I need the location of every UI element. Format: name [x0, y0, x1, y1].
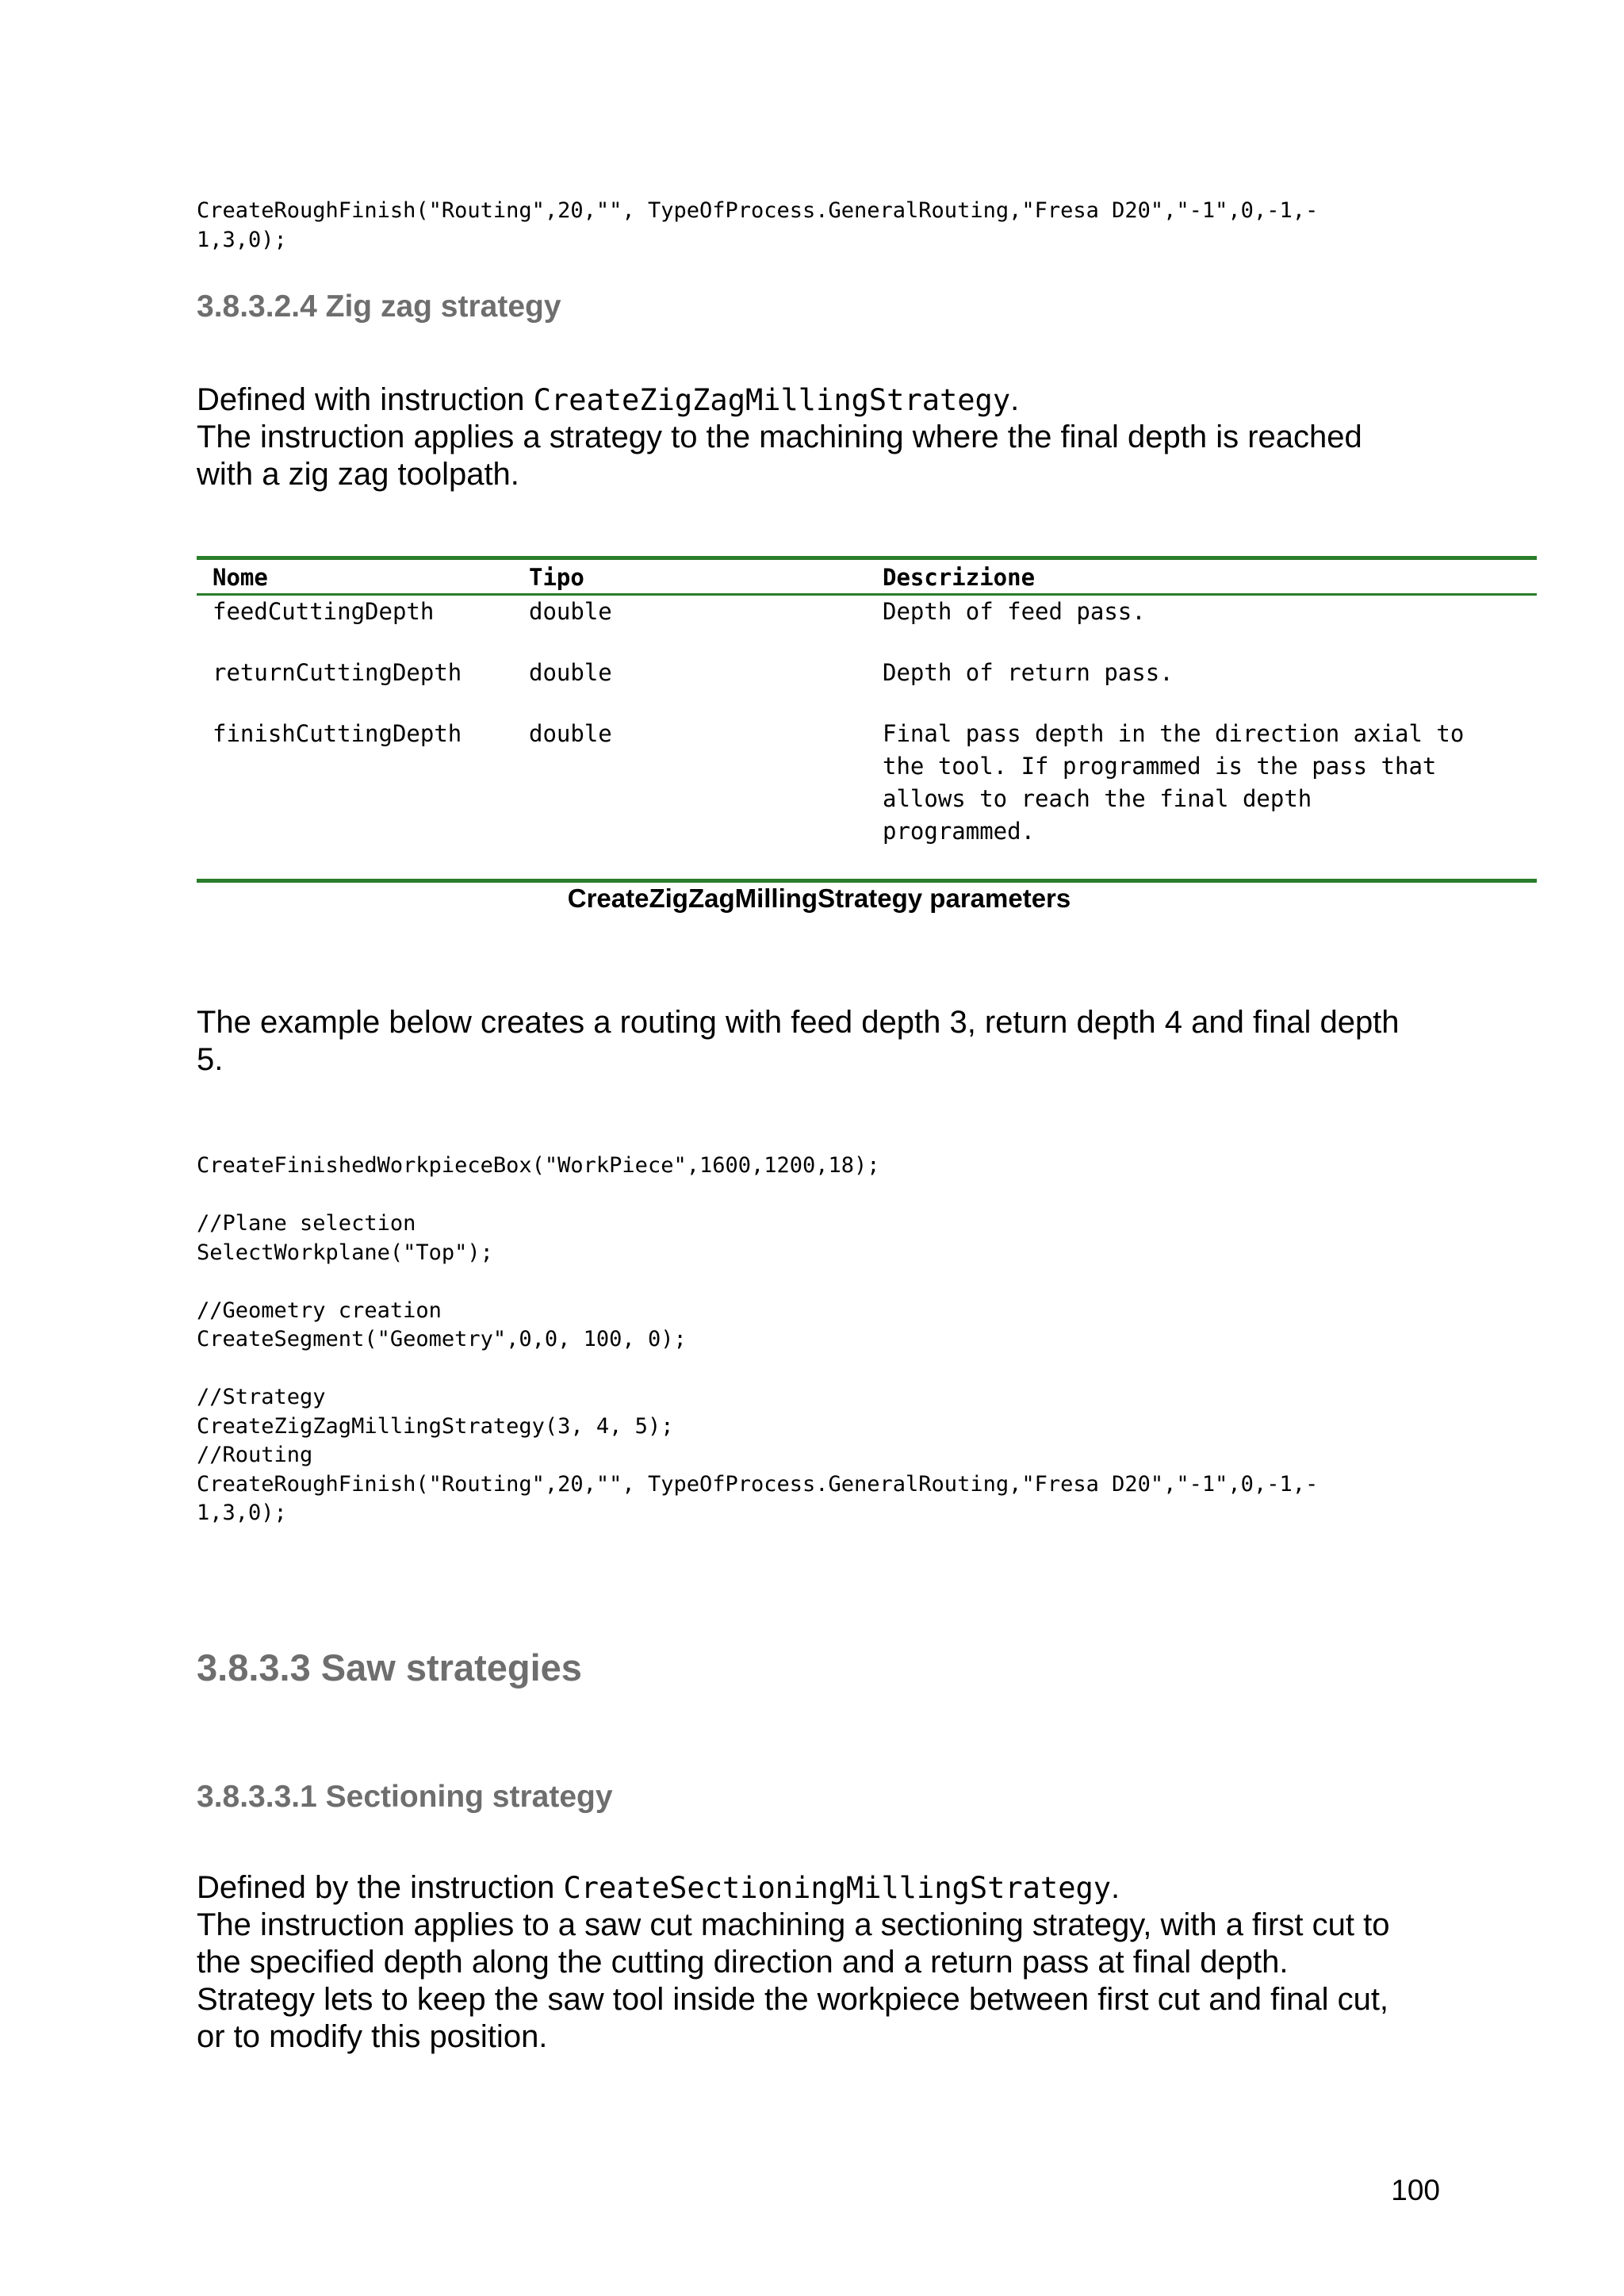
zigzag-description-line: The instruction applies a strategy to the machining where the final depth is reached [197, 420, 1362, 454]
table-cell-description: Depth of return pass. [883, 659, 1174, 686]
table-cell-type: double [529, 659, 612, 686]
table-cell-type: double [529, 598, 612, 625]
code-block-top [197, 197, 1318, 255]
sectioning-paragraph [197, 1869, 1481, 2056]
code-line: 1,3,0); [197, 1501, 287, 1525]
section-heading-zigzag: 3.8.3.2.4 Zig zag strategy [197, 289, 561, 324]
code-line: 1,3,0); [197, 227, 287, 252]
code-line: //Strategy [197, 1385, 326, 1409]
example-paragraph [197, 1004, 1481, 1079]
table-cell-name: returnCuttingDepth [213, 659, 462, 686]
section-heading-sectioning: 3.8.3.3.1 Sectioning strategy [197, 1780, 613, 1814]
table-top-rule [197, 556, 1537, 560]
code-line: CreateZigZagMillingStrategy(3, 4, 5); [197, 1413, 674, 1439]
table-cell-description [883, 718, 1464, 848]
code-line: CreateRoughFinish("Routing",20,"", TypeOfProcess.GeneralRouting,"Fresa D20","-1",0,-1,- [197, 198, 1319, 223]
zigzag-intro-line [197, 381, 1481, 419]
code-line: SelectWorkplane("Top"); [197, 1240, 493, 1265]
example-text-line: The example below creates a routing with feed depth 3, return depth 4 and final depth [197, 1005, 1400, 1040]
page-number: 100 [1391, 2174, 1440, 2206]
intro-suffix: . [1111, 1870, 1120, 1905]
description-line: allows to reach the final depth [883, 785, 1312, 812]
table-cell-description: Depth of feed pass. [883, 598, 1146, 625]
sectioning-description-line: or to modify this position. [197, 2019, 548, 2054]
intro-prefix: Defined with instruction [197, 382, 534, 417]
table-cell-name: feedCuttingDepth [213, 598, 435, 625]
table-caption: CreateZigZagMillingStrategy parameters [567, 884, 1071, 913]
description-line: programmed. [883, 818, 1036, 845]
table-header-type: Tipo [529, 564, 584, 591]
instruction-name: CreateZigZagMillingStrategy [533, 383, 1011, 417]
instruction-name: CreateSectioningMillingStrategy [563, 1871, 1112, 1905]
table-cell-name: finishCuttingDepth [213, 720, 462, 747]
example-text-line: 5. [197, 1042, 224, 1077]
code-line: //Routing [197, 1443, 313, 1467]
zigzag-description-line: with a zig zag toolpath. [197, 457, 519, 492]
sectioning-description-line: the specified depth along the cutting direction and a return pass at final depth. [197, 1945, 1289, 1980]
zigzag-intro-paragraph [197, 381, 1481, 493]
table-header-name: Nome [213, 564, 268, 591]
intro-prefix: Defined by the instruction [197, 1870, 564, 1905]
code-block-example [197, 1152, 1318, 1528]
sectioning-description-line: Strategy lets to keep the saw tool inside the workpiece between first cut and final cut, [197, 1982, 1389, 2017]
code-line: CreateFinishedWorkpieceBox("WorkPiece",1600,1200,18); [197, 1153, 880, 1178]
code-line: //Geometry creation [197, 1297, 442, 1323]
sectioning-description-line: The instruction applies to a saw cut machining a sectioning strategy, with a first cut to [197, 1907, 1390, 1942]
description-line: Final pass depth in the direction axial to [883, 720, 1465, 747]
section-heading-saw-strategies: 3.8.3.3 Saw strategies [197, 1646, 582, 1688]
intro-suffix: . [1010, 382, 1020, 417]
table-header-description: Descrizione [883, 564, 1036, 591]
description-line: the tool. If programmed is the pass that [883, 753, 1437, 780]
code-line: CreateSegment("Geometry",0,0, 100, 0); [197, 1327, 687, 1351]
sectioning-intro-line [197, 1869, 1481, 1907]
code-line: CreateRoughFinish("Routing",20,"", TypeOfProcess.GeneralRouting,"Fresa D20","-1",0,-1,- [197, 1471, 1319, 1497]
table-cell-type: double [529, 720, 612, 747]
code-line: //Plane selection [197, 1211, 416, 1236]
